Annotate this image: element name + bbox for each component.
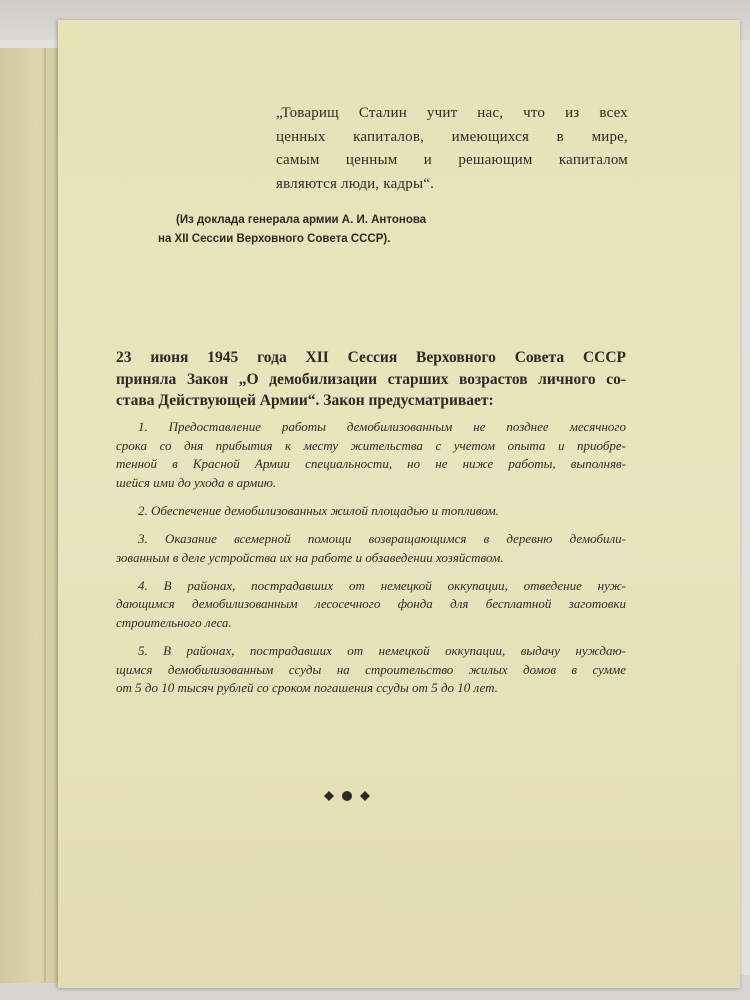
quote-line: самым ценным и решающим капиталом — [276, 152, 628, 168]
provision-line: щимся демобилизованным ссуды на строительство жилых домов в сумме — [116, 661, 626, 677]
provision-item-1 — [116, 418, 626, 492]
intro-line: 23 июня 1945 года XII Сессия Верховного Совета СССР — [116, 349, 626, 366]
provision-line: 5. В районах, пострадавших от немецкой оккупации, выдачу нуждаю- — [138, 642, 626, 658]
law-provisions-list — [116, 418, 626, 707]
provision-line: 3. Оказание всемерной помощи возвращающимся в деревню демобили- — [138, 530, 626, 546]
quote-line: ценных капиталов, имеющихся в мире, — [276, 128, 628, 145]
attribution-line: на XII Сессии Верховного Совета СССР). — [158, 233, 391, 245]
provision-line: тенной в Красной Армии специальности, но не ниже работы, выполняв- — [116, 456, 626, 472]
provision-line: 1. Предоставление работы демобилизованным не позднее месячного — [138, 419, 626, 434]
intro-line: става Действующей Армии“. Закон предусматривает: — [116, 392, 494, 409]
provision-item-3 — [116, 530, 626, 567]
intro-line: приняла Закон „О демобилизации старших возрастов личного со- — [116, 370, 626, 388]
provision-item-4 — [116, 577, 626, 633]
provision-line: 2. Обеспечение демобилизованных жилой площадью и топливом. — [138, 502, 499, 518]
provision-line: шейся ими до ухода в армию. — [116, 474, 277, 490]
provision-item-2 — [116, 502, 626, 521]
provision-line: зованным в деле устройства их на работе и обзаведении хозяйством. — [116, 549, 504, 565]
law-intro-paragraph — [116, 347, 626, 412]
provision-line: 4. В районах, пострадавших от немецкой оккупации, отведение нуж- — [138, 577, 626, 593]
epigraph-quote — [276, 102, 628, 196]
underlying-page — [0, 48, 63, 983]
underlying-page-fold — [44, 48, 46, 983]
provision-line: строительного леса. — [116, 614, 232, 630]
provision-line: дающимся демобилизованным лесосечного фонда для бесплатной заготовки — [116, 596, 626, 612]
provision-line: срока со дня прибытия к месту жительства с учетом опыта и приобре- — [116, 437, 626, 453]
provision-line: от 5 до 10 тысяч рублей со сроком погашения ссуды от 5 до 10 лет. — [116, 680, 498, 696]
provision-item-5 — [116, 642, 626, 698]
epigraph-attribution — [158, 211, 478, 249]
three-diamonds-ornament-icon — [318, 786, 378, 806]
quote-line: „Товарищ Сталин учит нас, что из всех — [276, 105, 628, 121]
quote-line: являются люди, кадры“. — [276, 175, 435, 192]
attribution-line: (Из доклада генерала армии А. И. Антонова — [176, 214, 427, 226]
